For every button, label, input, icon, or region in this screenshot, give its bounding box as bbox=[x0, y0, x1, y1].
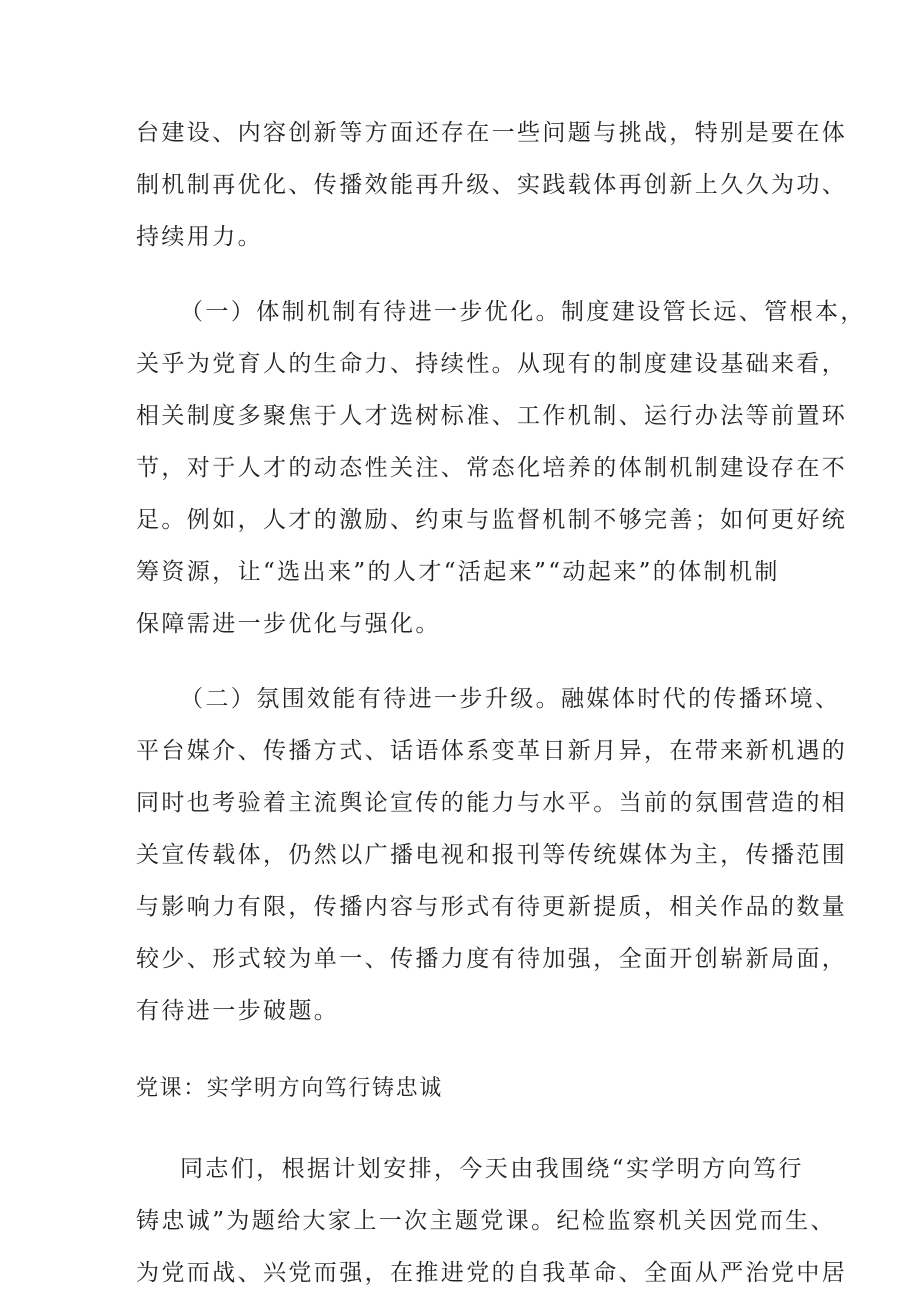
paragraph-intro-line: 制机制再优化、传播效能再升级、实践载体再创新上久久为功、 bbox=[136, 172, 848, 198]
section-two-line: 有待进一步破题。 bbox=[136, 998, 340, 1024]
section-one-line: 节，对于人才的动态性关注、常态化培养的体制机制建设存在不 bbox=[136, 455, 848, 481]
section-two-line: 平台媒介、传播方式、话语体系变革日新月异，在带来新机遇的 bbox=[136, 738, 848, 764]
section-one-line: 足。例如，人才的激励、约束与监督机制不够完善；如何更好统 bbox=[136, 507, 848, 533]
section-two-line: 关宣传载体，仍然以广播电视和报刊等传统媒体为主，传播范围 bbox=[136, 842, 848, 868]
section-one-line: 相关制度多聚焦于人才选树标准、工作机制、运行办法等前置环 bbox=[136, 403, 848, 429]
section-one-line: （一）体制机制有待进一步优化。制度建设管长远、管根本， bbox=[180, 299, 866, 325]
paragraph-intro-line: 持续用力。 bbox=[136, 224, 263, 250]
section-two-line: 同时也考验着主流舆论宣传的能力与水平。当前的氛围营造的相 bbox=[136, 790, 848, 816]
lecture-line: 铸忠诚”为题给大家上一次主题党课。纪检监察机关因党而生、 bbox=[136, 1208, 836, 1234]
section-one-line: 筹资源，让“选出来”的人才“活起来”“动起来”的体制机制 bbox=[136, 559, 780, 585]
section-two-line: 与影响力有限，传播内容与形式有待更新提质，相关作品的数量 bbox=[136, 894, 848, 920]
lecture-line: 为党而战、兴党而强，在推进党的自我革命、全面从严治党中居 bbox=[136, 1260, 848, 1286]
lecture-title: 党课：实学明方向笃行铸忠诚 bbox=[136, 1076, 443, 1101]
section-one-line: 关乎为党育人的生命力、持续性。从现有的制度建设基础来看， bbox=[136, 351, 848, 377]
section-one-line: 保障需进一步优化与强化。 bbox=[136, 611, 441, 637]
section-two-line: 较少、形式较为单一、传播力度有待加强，全面开创崭新局面， bbox=[136, 946, 848, 972]
paragraph-intro-line: 台建设、内容创新等方面还存在一些问题与挑战，特别是要在体 bbox=[136, 120, 848, 146]
lecture-line: 同志们，根据计划安排，今天由我围绕“实学明方向笃行 bbox=[180, 1156, 804, 1182]
section-two-line: （二）氛围效能有待进一步升级。融媒体时代的传播环境、 bbox=[180, 686, 841, 712]
